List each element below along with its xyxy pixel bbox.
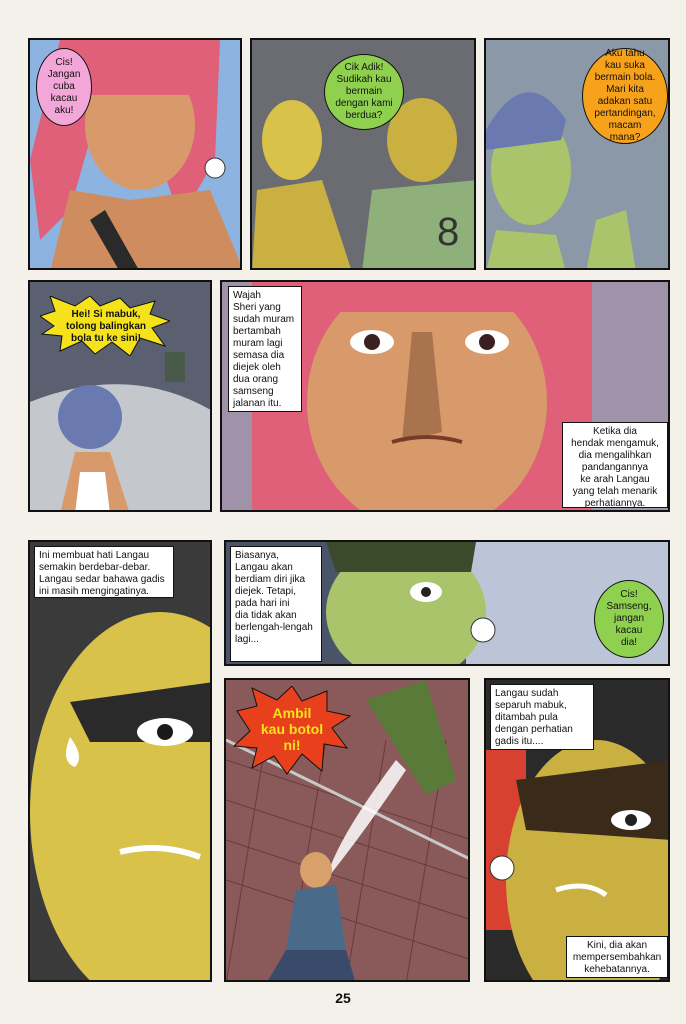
panel-3	[484, 38, 670, 270]
caption-sheri-mood: Wajah Sheri yang sudah muram bertambah muram lagi semasa dia diejek oleh dua orang samseng jalanan itu.	[228, 286, 302, 412]
caption-langau-show: Kini, dia akan mempersembahkan kehebatannya.	[566, 936, 668, 978]
panel-1	[28, 38, 242, 270]
caption-langau-heart: Ini membuat hati Langau semakin berdebar-debar. Langau sedar bahawa gadis ini masih mengingatinya.	[34, 546, 174, 598]
speech-bubble-thug-2: Aku tahu kau suka bermain bola. Mari kita adakan satu pertandingan, macam mana?	[582, 48, 668, 144]
panel-8	[224, 678, 470, 982]
panel-5	[220, 280, 670, 512]
page-number: 25	[335, 990, 351, 1006]
caption-langau-drunk: Langau sudah separuh mabuk, ditambah pula dengan perhatian gadis itu....	[490, 684, 594, 750]
panel-2	[250, 38, 476, 270]
shout-text-ambil-botol: Ambil kau botol ni!	[260, 705, 324, 753]
panel-7	[224, 540, 670, 666]
panel-6-art	[30, 542, 212, 982]
svg-text:8: 8	[437, 210, 460, 254]
caption-sheri-glance: Ketika dia hendak mengamuk, dia mengalihkan pandangannya ke arah Langau yang telah menarik perhatiannya.	[562, 422, 668, 508]
speech-bubble-thug-1: Cik Adik! Sudikah kau bermain dengan kami berdua?	[324, 54, 404, 130]
panel-6	[28, 540, 212, 982]
speech-bubble-sheri: Cis! Jangan cuba kacau aku!	[36, 48, 92, 126]
speech-bubble-langau: Cis! Samseng, jangan kacau dia!	[594, 580, 664, 658]
panel-4	[28, 280, 212, 512]
speech-shout-thug: Hei! Si mabuk, tolong balingkan bola tu ke sini!	[66, 309, 146, 344]
caption-langau-usually: Biasanya, Langau akan berdiam diri jika diejek. Tetapi, pada hari ini dia tidak akan berlengah-lengah lagi...	[230, 546, 322, 662]
panel-9	[484, 678, 670, 982]
